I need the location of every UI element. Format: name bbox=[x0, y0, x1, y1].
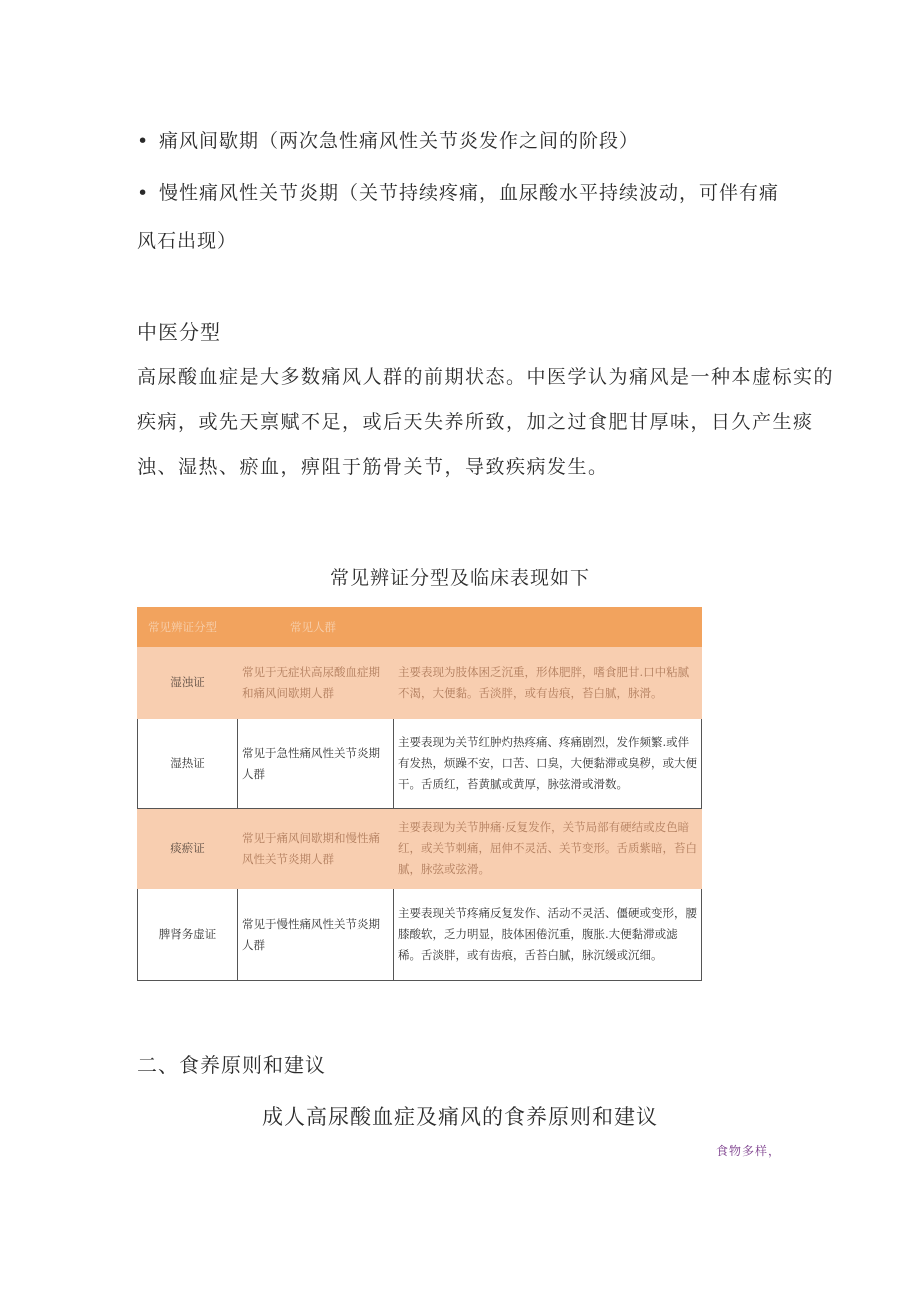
population-cell: 常见于痛风间歇期和慢性痛风性关节炎期人群 bbox=[238, 809, 394, 889]
manifestation-cell: 主要表现为肢体困乏沉重，形体肥胖，嗜食肥甘.口中粘腻不渴，大便黏。舌淡胖，或有齿痕，苔白腻，脉滑。 bbox=[394, 647, 702, 719]
manifestation-cell: 主要表现关节疼痛反复发作、活动不灵活、僵硬或变形，腰膝酸软，乏力明显，肢体困倦沉重，腹胀.大便黏滞或滤稀。舌淡胖，或有齿痕，舌苔白腻，脉沉缓或沉细。 bbox=[394, 889, 702, 981]
bullet-text: 痛风间歇期（两次急性痛风性关节炎发作之间的阶段） bbox=[159, 130, 640, 152]
column-header: 常见辨证分型 bbox=[138, 608, 238, 647]
syndrome-table bbox=[137, 607, 702, 981]
population-cell: 常见于慢性痛风性关节炎期人群 bbox=[238, 889, 394, 981]
bullet-icon: • bbox=[137, 182, 150, 204]
table-row bbox=[138, 809, 702, 889]
syndrome-type-cell: 湿浊证 bbox=[138, 647, 238, 719]
syndrome-type-cell: 湿热证 bbox=[138, 719, 238, 809]
section-heading-tcm: 中医分型 bbox=[137, 320, 221, 344]
table-row bbox=[138, 719, 702, 809]
bullet-item-intermittent bbox=[137, 126, 639, 153]
table-caption: 常见辨证分型及临床表现如下 bbox=[329, 567, 590, 589]
syndrome-type-cell: 痰瘀证 bbox=[138, 809, 238, 889]
tcm-paragraph bbox=[137, 355, 835, 490]
manifestation-cell: 主要表现为关节肿痛·反复发作，关节局部有硬结或皮色暗红，或关节刺痛，屈伸不灵活、关节变形。舌质紫暗，苔白腻，脉弦或弦滑。 bbox=[394, 809, 702, 889]
column-header bbox=[394, 608, 702, 647]
bullet-text: 慢性痛风性关节炎期（关节持续疼痛，血尿酸水平持续波动，可伴有痛 bbox=[159, 182, 780, 204]
table-row bbox=[138, 889, 702, 981]
diet-title: 成人高尿酸血症及痛风的食养原则和建议 bbox=[262, 1105, 658, 1129]
syndrome-type-cell: 脾肾务虚证 bbox=[138, 889, 238, 981]
population-cell: 常见于无症状高尿酸血症期和痛风间歇期人群 bbox=[238, 647, 394, 719]
manifestation-cell: 主要表现为关节红肿灼热疼痛、疼痛剧烈，发作频繁.或伴有发热，烦躁不安，口苦、口臭，大便黏滞或臭秽，或大便干。舌质红，苔黄腻或黄厚，脉弦滑或滑数。 bbox=[394, 719, 702, 809]
bullet-icon: • bbox=[137, 130, 150, 152]
diet-note: 食物多样， bbox=[716, 1144, 782, 1158]
table-header-row bbox=[138, 608, 702, 647]
paragraph-line: 浊、湿热、瘀血，痹阻于筋骨关节，导致疾病发生。 bbox=[137, 456, 609, 478]
bullet-item-chronic bbox=[137, 178, 779, 205]
paragraph-line: 高尿酸血症是大多数痛风人群的前期状态。中医学认为痛风是一种本虚标实的 bbox=[137, 366, 835, 388]
paragraph-line: 疾病，或先天禀赋不足，或后天失养所致，加之过食肥甘厚味，日久产生痰 bbox=[137, 411, 814, 433]
bullet-item-chronic-cont: 风石出现） bbox=[137, 230, 238, 252]
section-heading-diet: 二、食养原则和建议 bbox=[137, 1053, 326, 1077]
population-cell: 常见于急性痛风性关节炎期人群 bbox=[238, 719, 394, 809]
column-header: 常见人群 bbox=[238, 608, 394, 647]
table-row bbox=[138, 647, 702, 719]
